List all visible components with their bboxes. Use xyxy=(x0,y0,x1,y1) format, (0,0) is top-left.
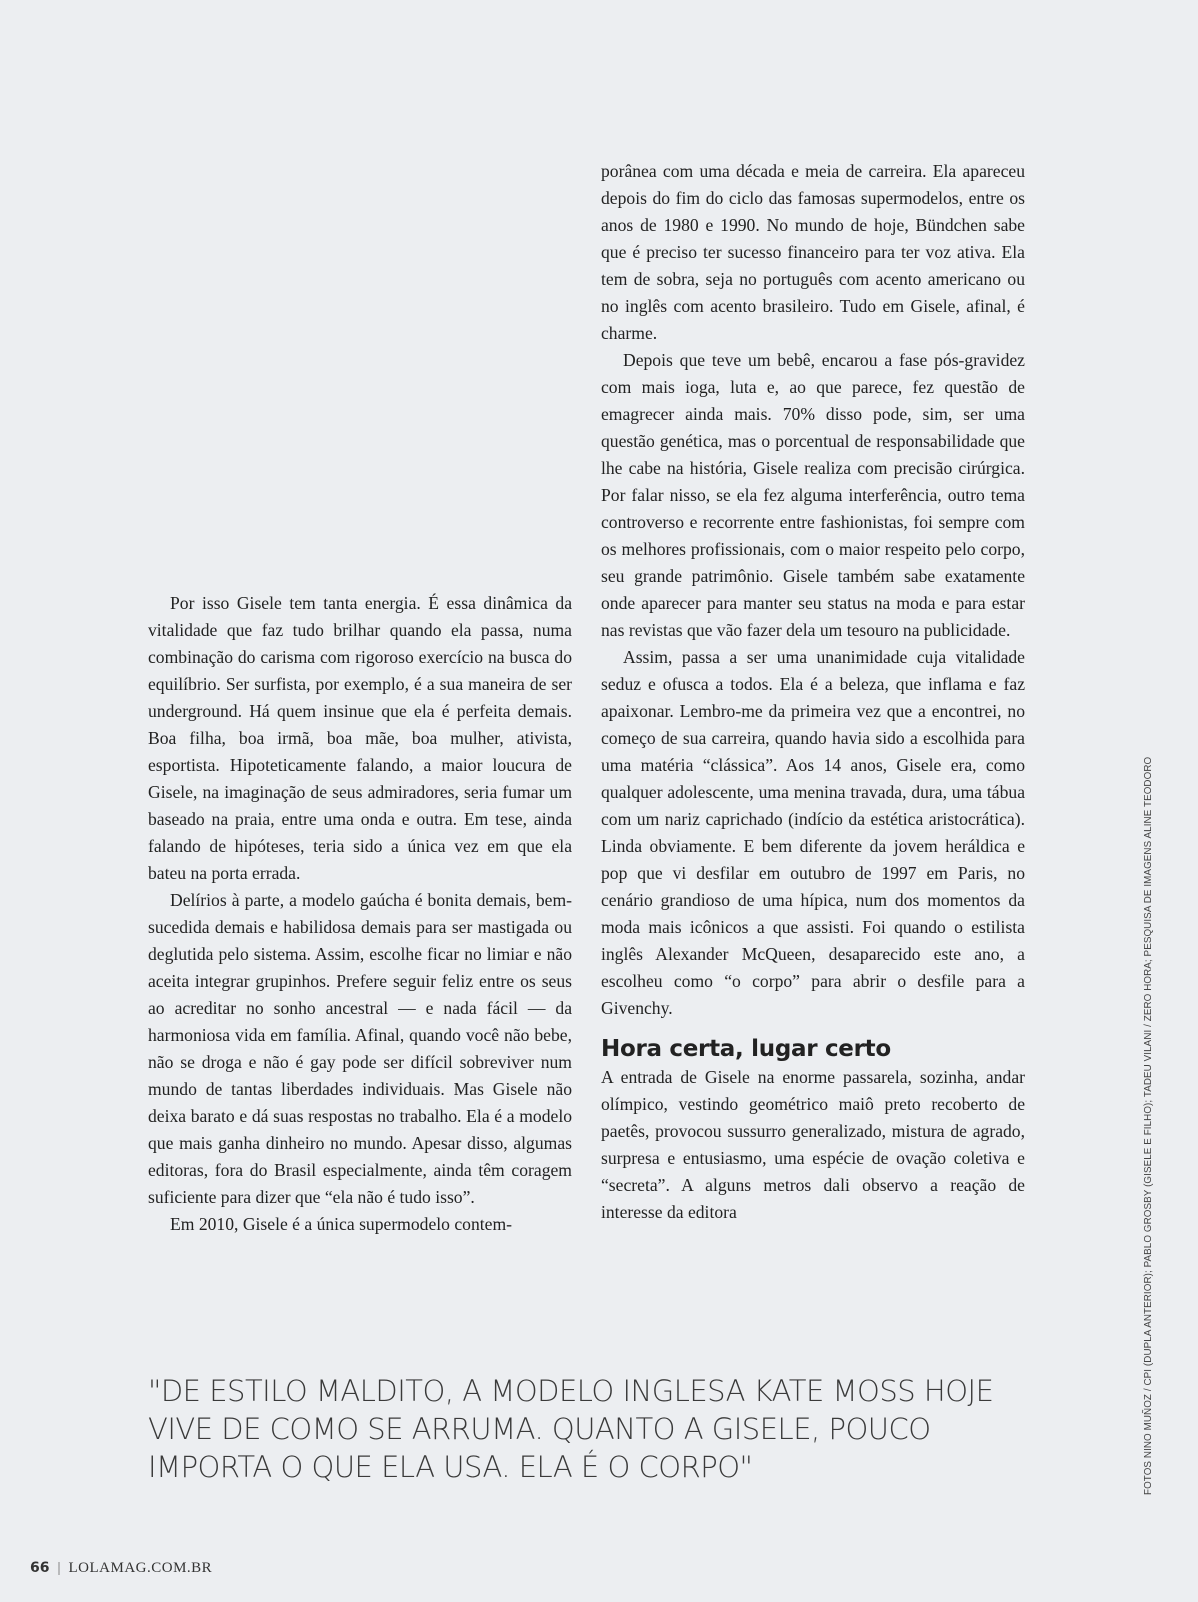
article-column-right xyxy=(601,158,1025,1226)
paragraph: Assim, passa a ser uma unanimidade cuja vitalidade seduz e ofusca a todos. Ela é a beleza, que inflama e faz apaixonar. Lembro-me da primeira vez que a encontrei, no começo de sua carreira, quando havia sido a escolhida para uma matéria “clássica”. Aos 14 anos, Gisele era, como qualquer adolescente, uma menina travada, dura, uma tábua com um nariz caprichado (indício da estética aristocrática). Linda obviamente. E bem diferente da jovem heráldica e pop que vi desfilar em outubro de 1997 em Paris, no cenário grandioso de uma hípica, num dos momentos da moda mais icônicos a que assisti. Foi quando o estilista inglês Alexander McQueen, desaparecido este ano, a escolheu como “o corpo” para abrir o desfile para a Givenchy. xyxy=(601,647,1025,1018)
page-footer xyxy=(30,1560,212,1577)
paragraph: A entrada de Gisele na enorme passarela, sozinha, andar olímpico, vestindo geométrico maiô preto recoberto de paetês, provocou sussurro generalizado, mistura de agrado, surpresa e entusiasmo, uma espécie de ovação coletiva e “secreta”. A alguns metros dali observo a reação de interesse da editora xyxy=(601,1067,1025,1222)
article-column-left xyxy=(148,590,572,1238)
footer-separator: | xyxy=(57,1560,61,1576)
paragraph: porânea com uma década e meia de carreira. Ela apareceu depois do fim do ciclo das famosas supermodelos, entre os anos de 1980 e 1990. No mundo de hoje, Bündchen sabe que é preciso ter sucesso financeiro para ter voz ativa. Ela tem de sobra, seja no português com acento americano ou no inglês com acento brasileiro. Tudo em Gisele, afinal, é charme. xyxy=(601,161,1025,343)
site-name: LOLAMAG.COM.BR xyxy=(68,1560,213,1576)
paragraph: Em 2010, Gisele é a única supermodelo contem- xyxy=(170,1214,512,1234)
photo-credits: FOTOS NINO MUÑOZ / CPI (DUPLA ANTERIOR); PABLO GROSBY (GISELE E FILHO); TADEU VILANI / ZERO HORA; PESQUISA DE IMAGENS ALINE TEODORO xyxy=(1143,756,1154,1495)
paragraph: Delírios à parte, a modelo gaúcha é bonita demais, bem-sucedida demais e habilidosa demais para ser mastigada ou deglutida pelo sistema. Assim, escolhe ficar no limiar e não aceita integrar grupinhos. Prefere seguir feliz entre os seus ao acreditar no sonho ancestral — e nada fácil — da harmoniosa vida em família. Afinal, quando você não bebe, não se droga e não é gay pode ser difícil sobreviver num mundo de tantas liberdades individuais. Mas Gisele não deixa barato e dá suas respostas no trabalho. Ela é a modelo que mais ganha dinheiro no mundo. Apesar disso, algumas editoras, fora do Brasil especialmente, ainda têm coragem suficiente para dizer que “ela não é tudo isso”. xyxy=(148,890,572,1207)
page-number: 66 xyxy=(30,1560,50,1576)
pull-quote: "DE ESTILO MALDITO, A MODELO INGLESA KATE MOSS HOJE VIVE DE COMO SE ARRUMA. QUANTO A GISELE, POUCO IMPORTA O QUE ELA USA. ELA É O CORPO" xyxy=(148,1374,994,1484)
section-heading: Hora certa, lugar certo xyxy=(601,1036,891,1062)
paragraph: Por isso Gisele tem tanta energia. É essa dinâmica da vitalidade que faz tudo brilhar quando ela passa, numa combinação do carisma com rigoroso exercício na busca do equilíbrio. Ser surfista, por exemplo, é a sua maneira de ser underground. Há quem insinue que ela é perfeita demais. Boa filha, boa irmã, boa mãe, boa mulher, ativista, esportista. Hipoteticamente falando, a maior loucura de Gisele, na imaginação de seus admiradores, seria fumar um baseado na praia, entre uma onda e outra. Em tese, ainda falando de hipóteses, teria sido a única vez em que ela bateu na porta errada. xyxy=(148,593,572,883)
paragraph: Depois que teve um bebê, encarou a fase pós-gravidez com mais ioga, luta e, ao que parece, fez questão de emagrecer ainda mais. 70% disso pode, sim, ser uma questão genética, mas o porcentual de responsabilidade que lhe cabe na história, Gisele realiza com precisão cirúrgica. Por falar nisso, se ela fez alguma interferência, outro tema controverso e recorrente entre fashionistas, foi sempre com os melhores profissionais, com o maior respeito pelo corpo, seu grande patrimônio. Gisele também sabe exatamente onde aparecer para manter seu status na moda e para estar nas revistas que vão fazer dela um tesouro na publicidade. xyxy=(601,350,1025,640)
